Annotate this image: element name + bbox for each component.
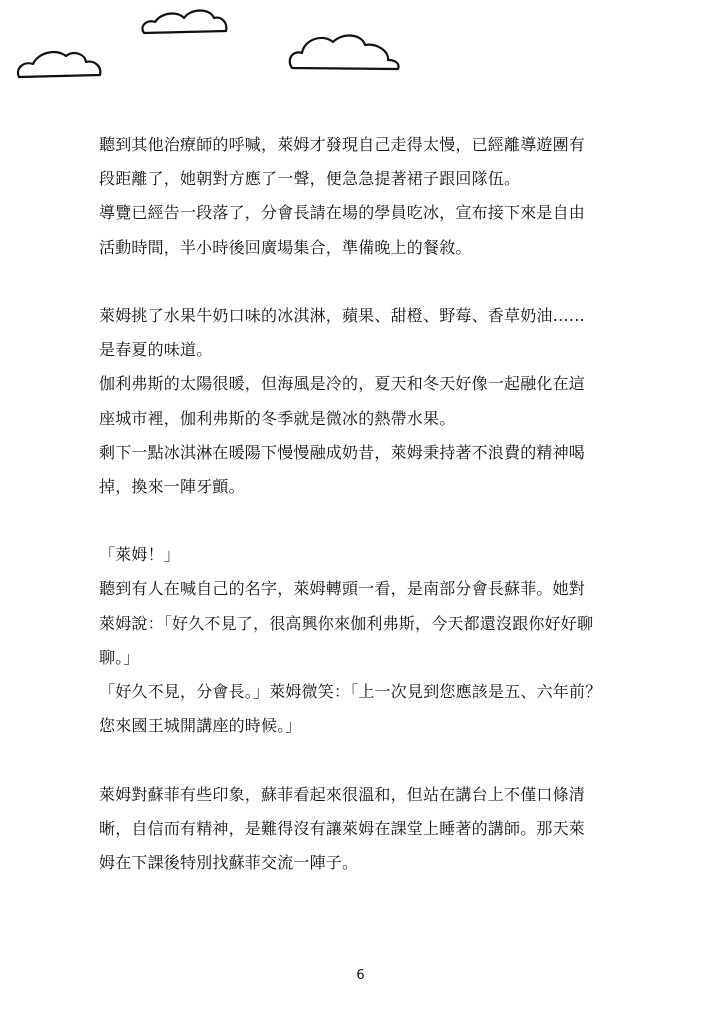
paragraph-gap: [99, 504, 629, 538]
text-line: 萊姆對蘇菲有些印象，蘇菲看起來很溫和，但站在講台上不僅口條清: [99, 784, 586, 804]
text-line: 剩下一點冰淇淋在暖陽下慢慢融成奶昔，萊姆秉持著不浪費的精神喝: [99, 442, 586, 462]
paragraph-gap: [99, 743, 629, 777]
text-line: 掉，換來一陣牙顫。: [99, 476, 245, 496]
cloud-icon-left: [18, 52, 100, 77]
text-line: 活動時間，半小時後回廣場集合，準備晚上的餐敘。: [99, 237, 472, 257]
text-line: 是春夏的味道。: [99, 340, 213, 360]
text-line: 導覽已經告一段落了，分會長請在場的學員吃冰，宣布接下來是自由: [99, 203, 586, 223]
text-line: 萊姆說：「好久不見了，很高興你來伽利弗斯，今天都還沒跟你好好聊: [99, 613, 594, 633]
cloud-icon-right: [290, 36, 399, 69]
text-line: 伽利弗斯的太陽很暖，但海風是冷的，夏天和冬天好像一起融化在這: [99, 374, 586, 394]
text-line: 聽到其他治療師的呼喊，萊姆才發現自己走得太慢，已經離導遊團有: [99, 135, 586, 154]
text-line: 座城市裡，伽利弗斯的冬季就是微冰的熱帶水果。: [99, 408, 456, 428]
cloud-decorations: [0, 0, 721, 110]
body-text: [99, 128, 629, 880]
cloud-icon-middle: [142, 11, 226, 34]
text-line: 「萊姆！」: [99, 545, 181, 565]
text-line: 段距離了，她朝對方應了一聲，便急急提著裙子跟回隊伍。: [99, 169, 521, 189]
text-line: 萊姆挑了水果牛奶口味的冰淇淋，蘋果、甜橙、野莓、香草奶油……: [99, 305, 586, 325]
text-line: 您來國王城開講座的時候。」: [99, 716, 302, 736]
text-line: 聽到有人在喊自己的名字，萊姆轉頭一看，是南部分會長蘇菲。她對: [99, 579, 586, 599]
text-line: 聊。」: [99, 647, 140, 667]
text-line: 姆在下課後特別找蘇菲交流一陣子。: [99, 852, 359, 872]
page-number: 6: [356, 968, 365, 983]
text-line: 晰，自信而有精神，是難得沒有讓萊姆在課堂上睡著的講師。那天萊: [99, 818, 586, 838]
paragraph-gap: [99, 265, 629, 299]
text-line: 「好久不見，分會長。」萊姆微笑：「上一次見到您應該是五、六年前？: [99, 682, 602, 701]
